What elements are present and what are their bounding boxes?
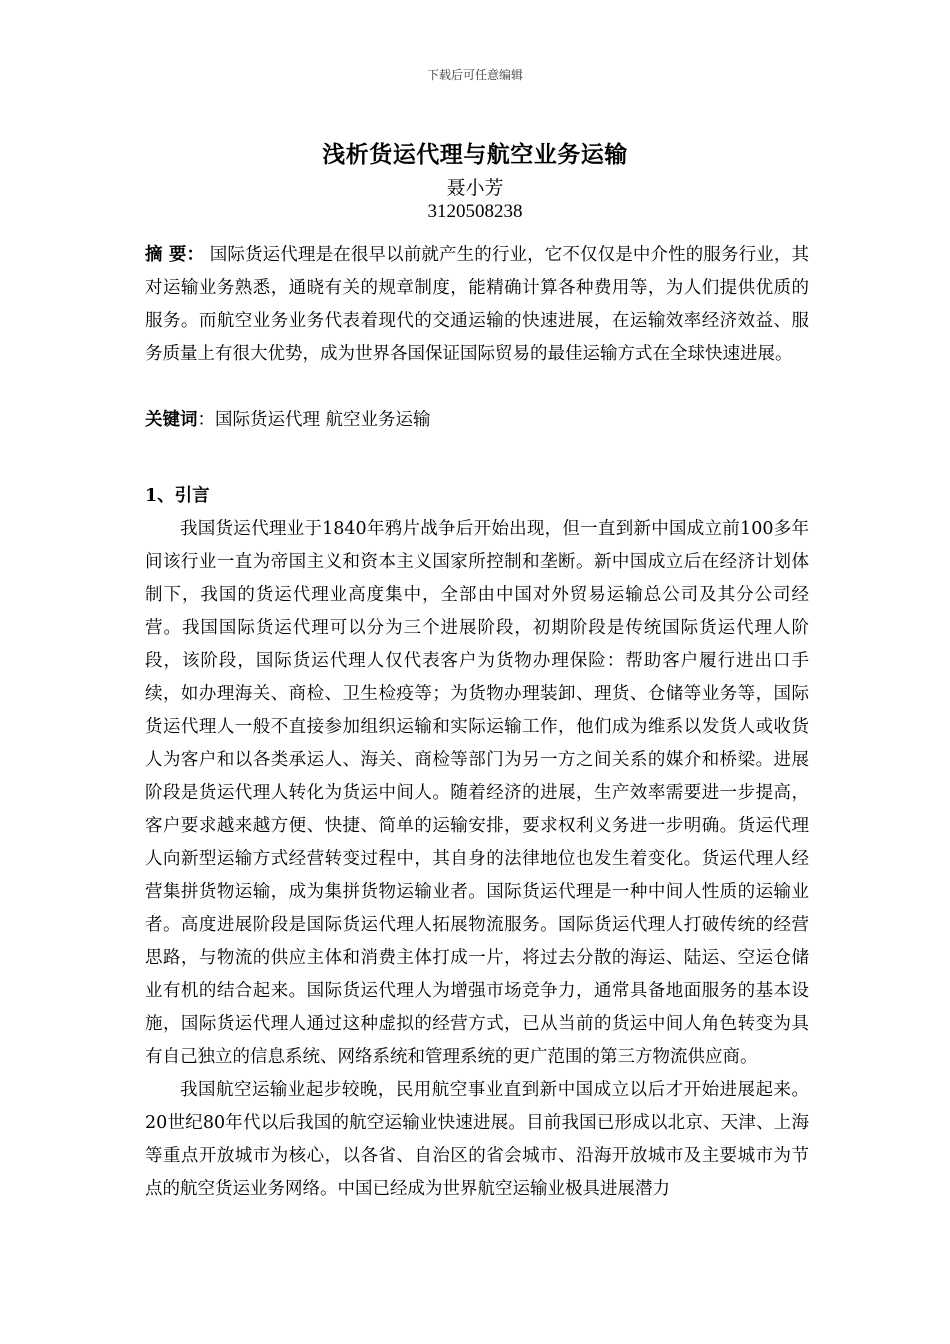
author-name: 聂小芳 xyxy=(446,177,504,199)
section-introduction xyxy=(145,480,809,1206)
section-heading: 1、引言 xyxy=(145,486,210,506)
abstract-text: 国际货运代理是在很早以前就产生的行业，它不仅仅是中介性的服务行业，其对运输业务熟悉，通晓有关的规章制度，能精确计算各种费用等，为人们提供优质的服务。而航空业务业务代表着现代的交通运输的快速进展，在运输效率经济效益、服务质量上有很大优势，成为世界各国保证国际贸易的最佳运输方式在全球快速进展。 xyxy=(145,245,810,364)
page-header-note: 下载后可任意编辑 xyxy=(426,68,523,82)
body-paragraph: 我国航空运输业起步较晚，民用航空事业直到新中国成立以后才开始进展起来。20世纪80年代以后我国的航空运输业快速进展。目前我国已形成以北京、天津、上海等重点开放城市为核心，以各省、自治区的省会城市、沿海开放城市及主要城市为节点的航空货运业务网络。中国已经成为世界航空运输业极具进展潜力 xyxy=(145,1080,809,1199)
keywords-label: 关键词 xyxy=(145,410,198,430)
abstract-label: 摘 要： xyxy=(145,245,205,265)
abstract-block xyxy=(145,239,809,371)
student-id: 3120508238 xyxy=(427,201,523,222)
keywords-text: ：国际货运代理 航空业务运输 xyxy=(197,410,431,430)
paper-title: 浅析货运代理与航空业务运输 xyxy=(322,141,628,168)
body-paragraph: 我国货运代理业于1840年鸦片战争后开始出现，但一直到新中国成立前100多年间该行业一直为帝国主义和资本主义国家所控制和垄断。新中国成立后在经济计划体制下，我国的货运代理业高度集中，全部由中国对外贸易运输总公司及其分公司经营。我国国际货运代理可以分为三个进展阶段，初期阶段是传统国际货运代理人阶段，该阶段，国际货运代理人仅代表客户为货物办理保险：帮助客户履行进出口手续，如办理海关、商检、卫生检疫等；为货物办理装卸、理货、仓储等业务等，国际货运代理人一般不直接参加组织运输和实际运输工作，他们成为维系以发货人或收货人为客户和以各类承运人、海关、商检等部门为另一方之间关系的媒介和桥梁。进展阶段是货运代理人转化为货运中间人。随着经济的进展，生产效率需要进一步提高，客户要求越来越方便、快捷、简单的运输安排，要求权利义务进一步明确。货运代理人向新型运输方式经营转变过程中，其自身的法律地位也发生着变化。货运代理人经营集拼货物运输，成为集拼货物运输业者。国际货运代理是一种中间人性质的运输业者。高度进展阶段是国际货运代理人拓展物流服务。国际货运代理人打破传统的经营思路，与物流的供应主体和消费主体打成一片，将过去分散的海运、陆运、空运仓储业有机的结合起来。国际货运代理人为增强市场竞争力，通常具备地面服务的基本设施，国际货运代理人通过这种虚拟的经营方式，已从当前的货运中间人角色转变为具有自己独立的信息系统、网络系统和管理系统的更广范围的第三方物流供应商。 xyxy=(145,519,809,1067)
keywords-block xyxy=(145,404,809,437)
